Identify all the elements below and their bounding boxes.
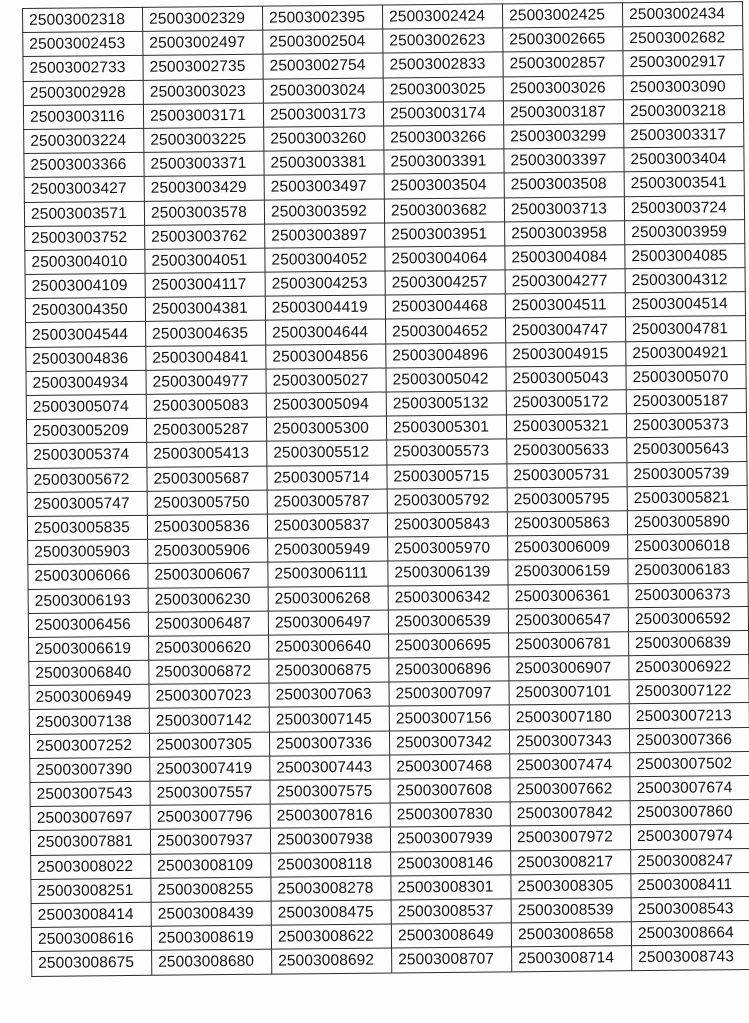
roll-number-cell: 25003004635: [146, 321, 266, 346]
roll-number-cell: 25003003090: [623, 74, 743, 99]
roll-number-cell: 25003006695: [389, 633, 509, 658]
roll-number-cell: 25003002318: [23, 7, 143, 32]
roll-number-cell: 25003003951: [385, 222, 505, 247]
roll-number-cell: 25003007097: [389, 681, 509, 706]
roll-number-cell: 25003006547: [508, 607, 628, 632]
roll-number-cell: 25003004896: [386, 342, 506, 367]
roll-number-cell: 25003002857: [503, 51, 623, 76]
roll-number-cell: 25003002754: [263, 53, 383, 78]
roll-number-cell: 25003006620: [149, 635, 269, 660]
roll-number-cell: 25003002917: [623, 50, 743, 75]
roll-number-cell: 25003006640: [269, 634, 389, 659]
roll-number-cell: 25003006183: [628, 558, 748, 583]
roll-number-cell: 25003006268: [268, 586, 388, 611]
roll-number-cell: 25003007305: [149, 732, 269, 757]
roll-number-cell: 25003007366: [629, 727, 749, 752]
roll-number-cell: 25003007939: [390, 826, 510, 851]
roll-number-cell: 25003004253: [265, 271, 385, 296]
roll-number-cell: 25003008255: [151, 877, 271, 902]
roll-number-cell: 25003002425: [502, 3, 622, 28]
roll-number-cell: 25003008714: [512, 946, 632, 971]
roll-number-cell: 25003003397: [504, 148, 624, 173]
roll-number-cell: 25003003224: [24, 128, 144, 153]
roll-number-cell: 25003007180: [509, 704, 629, 729]
roll-number-cell: 25003004856: [266, 344, 386, 369]
roll-number-cell: 25003002424: [382, 4, 502, 29]
roll-number-cell: 25003005795: [507, 486, 627, 511]
roll-number-cell: 25003002329: [142, 6, 262, 31]
roll-number-cell: 25003006539: [388, 609, 508, 634]
roll-number-table-body: [23, 2, 749, 976]
roll-number-cell: 25003003713: [504, 196, 624, 221]
roll-number-cell: 25003008664: [631, 921, 749, 946]
roll-number-cell: 25003005970: [388, 536, 508, 561]
roll-number-cell: 25003003724: [624, 195, 744, 220]
roll-number-cell: 25003004544: [26, 322, 146, 347]
roll-number-cell: 25003005512: [267, 440, 387, 465]
roll-number-cell: 25003004109: [25, 273, 145, 298]
roll-number-cell: 25003004915: [506, 341, 626, 366]
roll-number-cell: 25003007142: [149, 708, 269, 733]
roll-number-cell: 25003007502: [630, 751, 749, 776]
roll-number-cell: 25003005321: [506, 414, 626, 439]
roll-number-cell: 25003006009: [508, 535, 628, 560]
roll-number-cell: 25003007937: [150, 829, 270, 854]
roll-number-cell: 25003008305: [511, 873, 631, 898]
roll-number-cell: 25003007608: [390, 778, 510, 803]
roll-number-cell: 25003006592: [628, 606, 748, 631]
roll-number-cell: 25003007974: [630, 824, 749, 849]
roll-number-cell: 25003003592: [264, 199, 384, 224]
roll-number-cell: 25003005074: [26, 394, 146, 419]
roll-number-cell: 25003008539: [511, 898, 631, 923]
roll-number-cell: 25003005714: [267, 465, 387, 490]
roll-number-cell: 25003005374: [27, 443, 147, 468]
roll-number-cell: 25003008622: [271, 924, 391, 949]
roll-number-cell: 25003006619: [29, 636, 149, 661]
roll-number-cell: 25003005573: [387, 439, 507, 464]
roll-number-cell: 25003005731: [507, 462, 627, 487]
roll-number-cell: 25003002665: [503, 27, 623, 52]
roll-number-cell: 25003006456: [28, 612, 148, 637]
roll-number-cell: 25003005715: [387, 463, 507, 488]
roll-number-cell: 25003008543: [631, 896, 749, 921]
roll-number-cell: 25003005633: [507, 438, 627, 463]
roll-number-cell: 25003006922: [629, 655, 749, 680]
roll-number-cell: 25003003762: [145, 224, 265, 249]
roll-number-cell: 25003006949: [29, 685, 149, 710]
roll-number-cell: 25003008251: [31, 878, 151, 903]
roll-number-cell: 25003004836: [26, 346, 146, 371]
roll-number-cell: 25003003187: [503, 99, 623, 124]
roll-number-cell: 25003005750: [147, 490, 267, 515]
roll-number-cell: 25003003299: [504, 124, 624, 149]
roll-number-cell: 25003004511: [505, 293, 625, 318]
roll-number-cell: 25003005132: [386, 391, 506, 416]
roll-number-cell: 25003005792: [387, 488, 507, 513]
roll-number-cell: 25003007145: [269, 706, 389, 731]
roll-number-cell: 25003008301: [391, 875, 511, 900]
roll-number-cell: 25003007343: [509, 728, 629, 753]
roll-number-cell: 25003007697: [30, 805, 150, 830]
roll-number-cell: 25003004312: [625, 268, 745, 293]
roll-number-cell: 25003003171: [143, 103, 263, 128]
roll-number-cell: 25003003571: [24, 201, 144, 226]
roll-number-cell: 25003007122: [629, 679, 749, 704]
roll-number-cell: 25003004977: [146, 369, 266, 394]
roll-number-cell: 25003007336: [269, 731, 389, 756]
roll-number-cell: 25003007023: [149, 683, 269, 708]
roll-number-cell: 25003007390: [30, 757, 150, 782]
roll-number-cell: 25003003391: [384, 149, 504, 174]
roll-number-cell: 25003003026: [503, 75, 623, 100]
roll-number-cell: 25003008217: [511, 849, 631, 874]
roll-number-cell: 25003002833: [383, 52, 503, 77]
roll-number-cell: 25003002504: [263, 29, 383, 54]
roll-number-cell: 25003004841: [146, 345, 266, 370]
roll-number-cell: 25003007474: [510, 753, 630, 778]
roll-number-cell: 25003006839: [629, 630, 749, 655]
roll-number-cell: 25003004514: [625, 292, 745, 317]
roll-number-cell: 25003003260: [264, 126, 384, 151]
roll-number-cell: 25003006896: [389, 657, 509, 682]
roll-number-cell: 25003006193: [28, 588, 148, 613]
roll-number-cell: 25003005172: [506, 390, 626, 415]
roll-number-cell: 25003008247: [631, 848, 749, 873]
roll-number-cell: 25003003429: [144, 175, 264, 200]
roll-number-cell: 25003003116: [23, 104, 143, 129]
roll-number-cell: 25003008118: [271, 852, 391, 877]
roll-number-cell: 25003002928: [23, 80, 143, 105]
roll-number-cell: 25003007881: [30, 830, 150, 855]
roll-number-cell: 25003006066: [28, 564, 148, 589]
roll-number-cell: 25003003959: [625, 219, 745, 244]
roll-number-cell: 25003008475: [271, 900, 391, 925]
roll-number-cell: 25003003508: [504, 172, 624, 197]
roll-number-cell: 25003006361: [508, 583, 628, 608]
roll-number-cell: 25003008411: [631, 872, 749, 897]
roll-number-cell: 25003003897: [265, 223, 385, 248]
roll-number-cell: 25003003578: [144, 200, 264, 225]
roll-number-cell: 25003004064: [385, 246, 505, 271]
roll-number-cell: 25003005672: [27, 467, 147, 492]
roll-number-cell: 25003004010: [25, 249, 145, 274]
roll-number-cell: 25003006373: [628, 582, 748, 607]
roll-number-cell: 25003003218: [623, 98, 743, 123]
roll-number-cell: 25003003174: [383, 101, 503, 126]
roll-number-cell: 25003004257: [385, 270, 505, 295]
roll-number-cell: 25003003541: [624, 171, 744, 196]
roll-number-cell: 25003008680: [152, 949, 272, 974]
roll-number-cell: 25003003404: [624, 147, 744, 172]
roll-number-cell: 25003005687: [147, 466, 267, 491]
roll-number-sheet: [22, 1, 749, 976]
roll-number-cell: 25003003371: [144, 151, 264, 176]
roll-number-cell: 25003003023: [143, 79, 263, 104]
roll-number-cell: 25003003958: [505, 220, 625, 245]
roll-number-cell: 25003005836: [147, 514, 267, 539]
roll-number-cell: 25003006875: [269, 658, 389, 683]
roll-number-cell: 25003003317: [624, 123, 744, 148]
roll-number-cell: 25003005863: [507, 511, 627, 536]
roll-number-cell: 25003004468: [385, 294, 505, 319]
roll-number-cell: 25003004644: [266, 319, 386, 344]
roll-number-cell: 25003004781: [625, 316, 745, 341]
roll-number-cell: 25003008658: [511, 922, 631, 947]
roll-number-cell: 25003008109: [151, 853, 271, 878]
roll-number-cell: 25003007816: [270, 803, 390, 828]
roll-number-cell: 25003003225: [144, 127, 264, 152]
roll-number-cell: 25003004747: [506, 317, 626, 342]
roll-number-cell: 25003008022: [31, 854, 151, 879]
roll-number-cell: 25003003173: [263, 102, 383, 127]
roll-number-cell: 25003002497: [143, 30, 263, 55]
roll-number-cell: 25003008278: [271, 876, 391, 901]
roll-number-cell: 25003002434: [622, 2, 742, 27]
roll-number-cell: 25003008649: [391, 923, 511, 948]
roll-number-cell: 25003006111: [268, 561, 388, 586]
roll-number-cell: 25003005187: [626, 389, 746, 414]
roll-number-cell: 25003007557: [150, 780, 270, 805]
roll-number-cell: 25003004052: [265, 247, 385, 272]
roll-number-cell: 25003004350: [25, 298, 145, 323]
roll-number-cell: 25003003427: [24, 177, 144, 202]
roll-number-cell: 25003004419: [265, 295, 385, 320]
roll-number-cell: 25003006487: [148, 611, 268, 636]
roll-number-cell: 25003003024: [263, 78, 383, 103]
roll-number-cell: 25003005787: [267, 489, 387, 514]
roll-number-cell: 25003007938: [270, 827, 390, 852]
roll-number-cell: 25003002623: [383, 28, 503, 53]
roll-number-cell: 25003007842: [510, 801, 630, 826]
roll-number-cell: 25003005890: [627, 509, 747, 534]
roll-number-cell: 25003005027: [266, 368, 386, 393]
roll-number-cell: 25003008414: [31, 902, 151, 927]
roll-number-cell: 25003007138: [29, 709, 149, 734]
roll-number-cell: 25003007156: [389, 705, 509, 730]
roll-number-cell: 25003007830: [390, 802, 510, 827]
roll-number-cell: 25003008675: [32, 951, 152, 976]
roll-number-cell: 25003005373: [626, 413, 746, 438]
roll-number-cell: 25003005835: [27, 515, 147, 540]
roll-number-cell: 25003006840: [29, 660, 149, 685]
roll-number-cell: 25003008146: [391, 850, 511, 875]
roll-number-cell: 25003008537: [391, 899, 511, 924]
roll-number-cell: 25003007443: [270, 755, 390, 780]
roll-number-cell: 25003007662: [510, 777, 630, 802]
roll-number-cell: 25003005837: [267, 513, 387, 538]
roll-number-cell: 25003006018: [628, 534, 748, 559]
roll-number-cell: 25003007342: [389, 729, 509, 754]
roll-number-cell: 25003005042: [386, 367, 506, 392]
roll-number-cell: 25003004277: [505, 269, 625, 294]
roll-number-cell: 25003005906: [148, 538, 268, 563]
roll-number-cell: 25003004085: [625, 243, 745, 268]
roll-number-cell: 25003003752: [25, 225, 145, 250]
roll-number-cell: 25003003266: [384, 125, 504, 150]
roll-number-cell: 25003005843: [387, 512, 507, 537]
roll-number-cell: 25003006907: [509, 656, 629, 681]
roll-number-cell: 25003008707: [392, 947, 512, 972]
roll-number-table: [22, 1, 749, 976]
roll-number-cell: 25003005043: [506, 366, 626, 391]
roll-number-cell: 25003008616: [31, 926, 151, 951]
roll-number-cell: 25003002733: [23, 56, 143, 81]
roll-number-cell: 25003004381: [145, 296, 265, 321]
roll-number-cell: 25003006781: [509, 632, 629, 657]
roll-number-cell: 25003007063: [269, 682, 389, 707]
roll-number-cell: 25003007101: [509, 680, 629, 705]
roll-number-cell: 25003006159: [508, 559, 628, 584]
roll-number-cell: 25003005301: [386, 415, 506, 440]
roll-number-cell: 25003005413: [147, 442, 267, 467]
roll-number-cell: 25003007419: [150, 756, 270, 781]
roll-number-cell: 25003005094: [266, 392, 386, 417]
roll-number-cell: 25003007972: [510, 825, 630, 850]
roll-number-cell: 25003003366: [24, 152, 144, 177]
roll-number-cell: 25003003381: [264, 150, 384, 175]
roll-number-cell: 25003004117: [145, 272, 265, 297]
roll-number-cell: 25003005747: [27, 491, 147, 516]
roll-number-cell: 25003003504: [384, 173, 504, 198]
roll-number-cell: 25003005083: [146, 393, 266, 418]
roll-number-cell: 25003007674: [630, 776, 749, 801]
roll-number-cell: 25003005739: [627, 461, 747, 486]
roll-number-cell: 25003008619: [151, 925, 271, 950]
roll-number-cell: 25003006230: [148, 587, 268, 612]
roll-number-cell: 25003005821: [627, 485, 747, 510]
roll-number-cell: 25003005209: [26, 419, 146, 444]
roll-number-cell: 25003008692: [272, 948, 392, 973]
roll-number-cell: 25003006872: [149, 659, 269, 684]
roll-number-cell: 25003002735: [143, 55, 263, 80]
roll-number-cell: 25003005903: [28, 539, 148, 564]
roll-number-cell: 25003003025: [383, 76, 503, 101]
roll-number-cell: 25003007860: [630, 800, 749, 825]
roll-number-cell: 25003008439: [151, 901, 271, 926]
roll-number-cell: 25003003682: [384, 197, 504, 222]
roll-number-cell: 25003004051: [145, 248, 265, 273]
roll-number-cell: 25003006342: [388, 584, 508, 609]
roll-number-cell: 25003002395: [262, 5, 382, 30]
roll-number-cell: 25003006139: [388, 560, 508, 585]
roll-number-cell: 25003005070: [626, 364, 746, 389]
roll-number-cell: 25003008743: [632, 945, 749, 970]
roll-number-cell: 25003007543: [30, 781, 150, 806]
roll-number-cell: 25003002453: [23, 32, 143, 57]
roll-number-cell: 25003002682: [623, 26, 743, 51]
roll-number-cell: 25003004084: [505, 245, 625, 270]
roll-number-cell: 25003007252: [29, 733, 149, 758]
roll-number-cell: 25003007796: [150, 804, 270, 829]
roll-number-cell: 25003005949: [268, 537, 388, 562]
roll-number-cell: 25003004934: [26, 370, 146, 395]
roll-number-cell: 25003007213: [629, 703, 749, 728]
roll-number-cell: 25003007468: [390, 754, 510, 779]
roll-number-cell: 25003006497: [268, 610, 388, 635]
roll-number-cell: 25003005300: [266, 416, 386, 441]
roll-number-cell: 25003007575: [270, 779, 390, 804]
roll-number-cell: 25003004921: [626, 340, 746, 365]
roll-number-cell: 25003004652: [386, 318, 506, 343]
roll-number-cell: 25003005643: [627, 437, 747, 462]
roll-number-cell: 25003005287: [146, 417, 266, 442]
roll-number-cell: 25003003497: [264, 174, 384, 199]
roll-number-cell: 25003006067: [148, 562, 268, 587]
